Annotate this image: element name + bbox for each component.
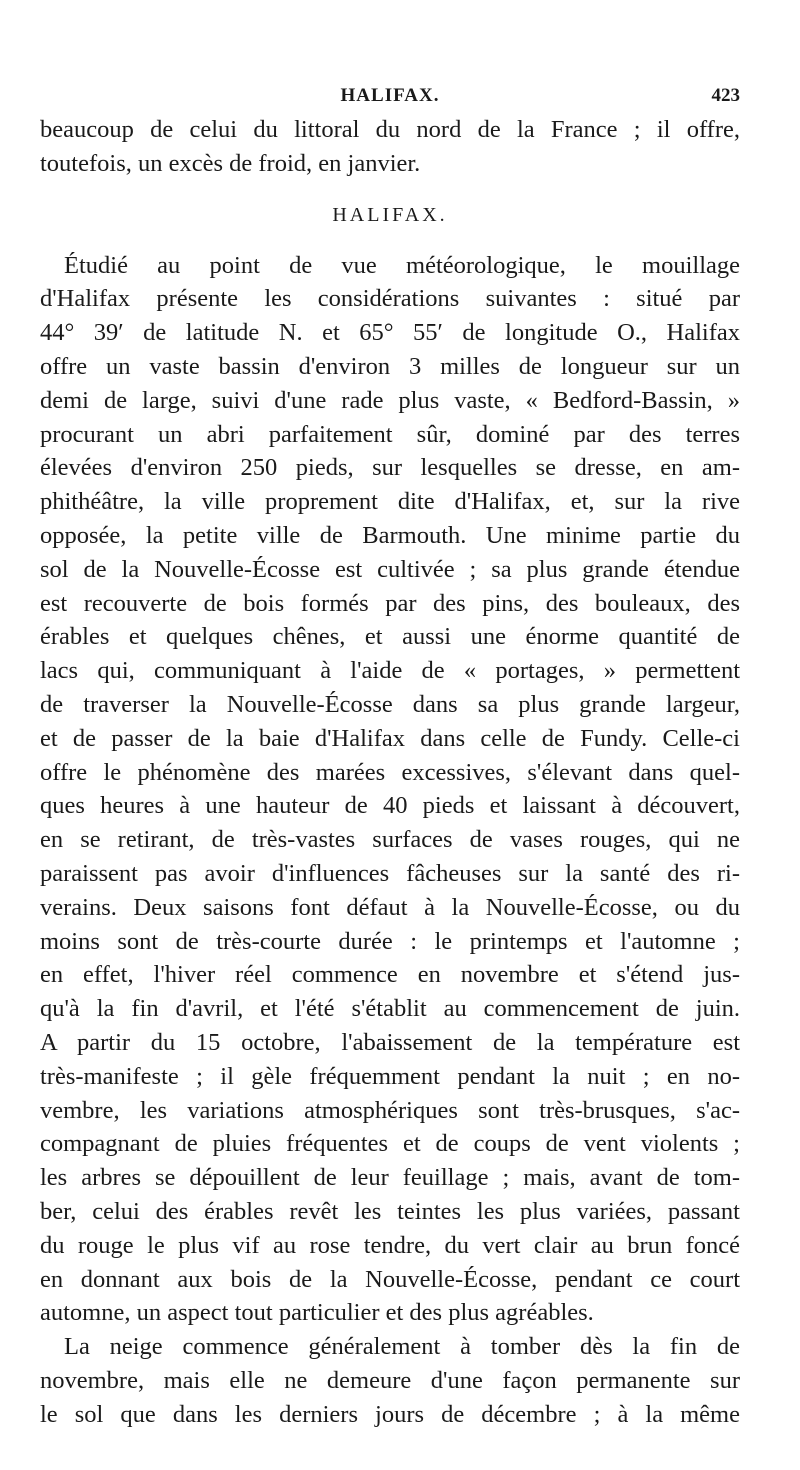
text-line: demi de large, suivi d'une rade plus vaste, « Bedford-Bassin, » — [40, 386, 740, 414]
text-line: offre le phénomène des marées excessives, s'élevant dans quel- — [40, 758, 740, 786]
text-line: procurant un abri parfaitement sûr, dominé par des terres — [40, 420, 740, 448]
text-line: offre un vaste bassin d'environ 3 milles de longueur sur un — [40, 352, 740, 380]
text-line: novembre, mais elle ne demeure d'une façon permanente sur — [40, 1366, 740, 1394]
paragraph-halifax — [40, 249, 740, 1331]
text-line: et de passer de la baie d'Halifax dans celle de Fundy. Celle-ci — [40, 724, 740, 752]
text-line: ques heures à une hauteur de 40 pieds et laissant à découvert, — [40, 792, 740, 820]
text-line: de traverser la Nouvelle-Écosse dans sa plus grande largeur, — [40, 690, 740, 718]
section-heading: HALIFAX. — [332, 203, 448, 226]
intro-paragraph — [40, 113, 740, 181]
text-line: lacs qui, communiquant à l'aide de « portages, » permettent — [40, 657, 740, 685]
text-line: La neige commence généralement à tomber dès la fin de — [64, 1333, 740, 1361]
paragraph-neige — [40, 1330, 740, 1431]
text-line: en donnant aux bois de la Nouvelle-Écosse, pendant ce court — [40, 1265, 740, 1293]
text-line: qu'à la fin d'avril, et l'été s'établit au commencement de juin. — [40, 995, 740, 1023]
running-head — [40, 84, 740, 108]
page-number: 423 — [711, 85, 740, 106]
text-line: opposée, la petite ville de Barmouth. Une minime partie du — [40, 521, 740, 549]
text-line: A partir du 15 octobre, l'abaissement de la température est — [40, 1028, 740, 1056]
text-line: en se retirant, de très-vastes surfaces de vases rouges, qui ne — [40, 826, 740, 854]
text-line: sol de la Nouvelle-Écosse est cultivée ; sa plus grande étendue — [40, 555, 740, 583]
text-line: beaucoup de celui du littoral du nord de la France ; il offre, — [40, 116, 740, 143]
text-line: le sol que dans les derniers jours de décembre ; à la même — [40, 1400, 740, 1428]
text-line: toutefois, un excès de froid, en janvier. — [40, 149, 421, 177]
text-line: d'Halifax présente les considérations suivantes : situé par — [40, 285, 740, 313]
running-title: HALIFAX. — [340, 85, 440, 106]
text-line: du rouge le plus vif au rose tendre, du vert clair au brun foncé — [40, 1231, 740, 1259]
text-line: verains. Deux saisons font défaut à la Nouvelle-Écosse, ou du — [40, 893, 740, 921]
text-line: élevées d'environ 250 pieds, sur lesquelles se dresse, en am- — [40, 454, 740, 482]
text-line: automne, un aspect tout particulier et des plus agréables. — [40, 1299, 594, 1327]
body-text — [40, 113, 740, 1431]
text-line: Étudié au point de vue météorologique, le mouillage — [64, 251, 740, 279]
text-line: phithéâtre, la ville proprement dite d'Halifax, et, sur la rive — [40, 488, 740, 516]
text-line: en effet, l'hiver réel commence en novembre et s'étend jus- — [40, 961, 740, 989]
text-line: paraissent pas avoir d'influences fâcheuses sur la santé des ri- — [40, 859, 740, 887]
text-line: est recouverte de bois formés par des pins, des bouleaux, des — [40, 589, 740, 617]
text-line: compagnant de pluies fréquentes et de coups de vent violents ; — [40, 1130, 740, 1158]
text-line: ber, celui des érables revêt les teintes les plus variées, passant — [40, 1197, 740, 1225]
text-line: moins sont de très-courte durée : le printemps et l'automne ; — [40, 927, 740, 955]
text-line: les arbres se dépouillent de leur feuillage ; mais, avant de tom- — [40, 1164, 740, 1192]
text-line: 44° 39′ de latitude N. et 65° 55′ de longitude O., Halifax — [40, 319, 740, 347]
text-line: érables et quelques chênes, et aussi une énorme quantité de — [40, 623, 740, 651]
text-line: très-manifeste ; il gèle fréquemment pendant la nuit ; en no- — [40, 1062, 740, 1090]
text-line: vembre, les variations atmosphériques sont très-brusques, s'ac- — [40, 1096, 740, 1124]
